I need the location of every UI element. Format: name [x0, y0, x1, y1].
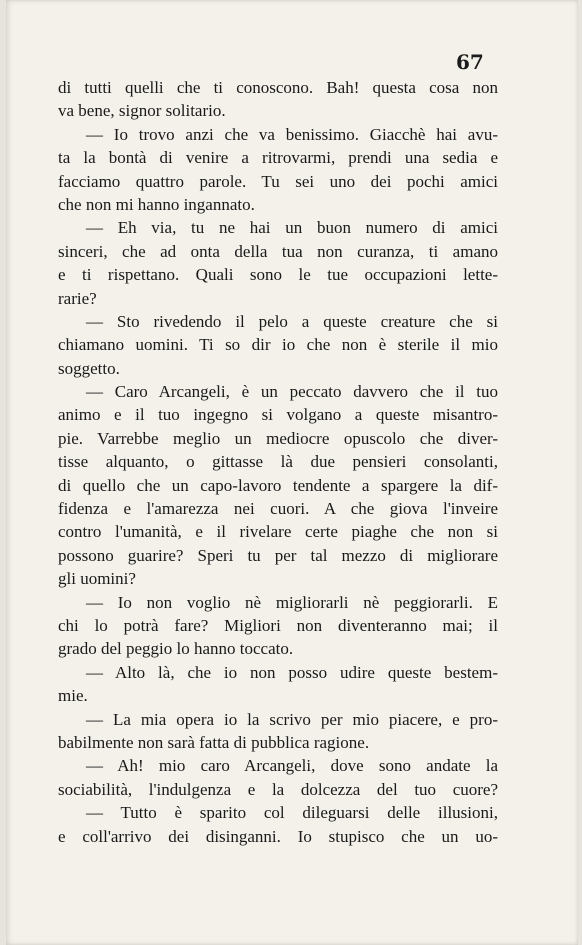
text-line: di tutti quelli che ti conoscono. Bah! questa cosa non [58, 78, 498, 97]
text-line: facciamo quattro parole. Tu sei uno dei pochi amici [58, 171, 498, 191]
text-line: pie. Varrebbe meglio un mediocre opuscolo che diver- [58, 428, 498, 448]
text-line: — Caro Arcangeli, è un peccato davvero che il tuo [86, 382, 498, 402]
text-line: — Eh via, tu ne hai un buon numero di amici [86, 218, 498, 238]
text-line: chi lo potrà fare? Migliori non diventeranno mai; il [58, 615, 498, 635]
text-line: chiamano uomini. Ti so dir io che non è sterile il mio [58, 335, 498, 355]
book-page [6, 0, 578, 945]
text-line: — Io non voglio nè migliorarli nè peggiorarli. E [86, 592, 498, 612]
text-line: sinceri, che ad onta della tua non curanza, ti amano [58, 241, 498, 261]
page-number: 67 [456, 50, 484, 74]
text-line: soggetto. [58, 358, 120, 378]
text-line: babilmente non sarà fatta di pubblica ragione. [58, 732, 370, 752]
text-line: gli uomini? [58, 569, 136, 589]
text-line: animo e il tuo ingegno si volgano a queste misantro- [58, 405, 498, 425]
text-line: e ti rispettano. Quali sono le tue occupazioni lette- [58, 265, 498, 285]
text-line: fidenza e l'amarezza nei cuori. A che giova l'inveire [58, 499, 498, 519]
text-line: — Sto rivedendo il pelo a queste creature che si [86, 311, 498, 331]
text-line: grado del peggio lo hanno toccato. [58, 639, 294, 659]
text-line: di quello che un capo-lavoro tendente a spargere la dif- [58, 475, 498, 495]
text-line: — Io trovo anzi che va benissimo. Giacchè hai avu- [86, 124, 498, 144]
text-line: contro l'umanità, e il rivelare certe piaghe che non si [58, 522, 498, 542]
text-line: va bene, signor solitario. [58, 101, 226, 121]
text-line: rarie? [58, 288, 97, 308]
text-line: — Alto là, che io non posso udire queste bestem- [86, 662, 498, 682]
text-line: ta la bontà di venire a ritrovarmi, prendi una sedia e [58, 148, 498, 168]
text-line: — Tutto è sparito col dileguarsi delle illusioni, [86, 803, 498, 823]
text-line: — Ah! mio caro Arcangeli, dove sono andate la [86, 756, 498, 776]
text-line: che non mi hanno ingannato. [58, 194, 255, 214]
text-line: — La mia opera io la scrivo per mio piacere, e pro- [86, 709, 498, 729]
text-line: mie. [58, 686, 88, 706]
text-line: e coll'arrivo dei disinganni. Io stupisco che un uo- [58, 826, 498, 846]
text-line: sociabilità, l'indulgenza e la dolcezza del tuo cuore? [58, 779, 498, 799]
body-text [58, 76, 498, 848]
text-line: possono guarire? Speri tu per tal mezzo di migliorare [58, 545, 498, 565]
text-line: tisse alquanto, o gittasse là due pensieri consolanti, [58, 452, 498, 472]
